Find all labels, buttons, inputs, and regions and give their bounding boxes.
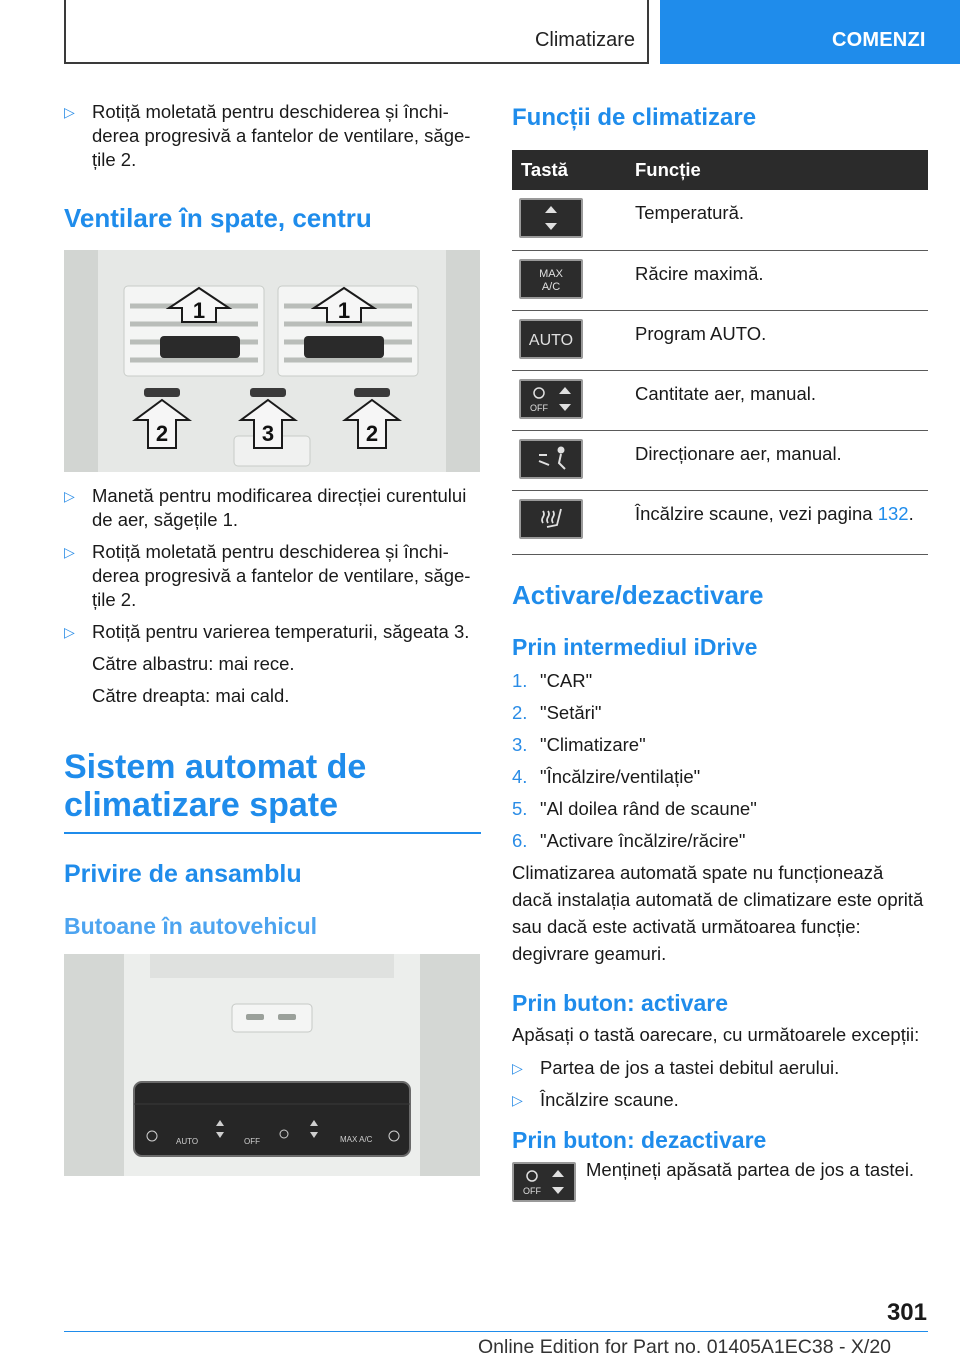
- vent-label: 3: [261, 421, 275, 446]
- fan-off-icon: [519, 379, 583, 419]
- paragraph-deactivate: Mențineți apăsată partea de jos a tastei.: [586, 1158, 915, 1180]
- footer-rule: [64, 1331, 928, 1332]
- bullet-item: ▷ Încălzire scaune.: [512, 1088, 679, 1110]
- page-link-132[interactable]: 132: [877, 502, 909, 524]
- triangle-bullet-icon: ▷: [64, 544, 75, 560]
- bullet-item: ▷ Manetă pentru modificarea direcției curentului de aer, săgețile 1.: [64, 485, 467, 530]
- fan-off-icon: [512, 1162, 576, 1202]
- table-cell-function: Temperatură.: [635, 190, 928, 250]
- list-item: 5. "Al doilea rând de scaune": [512, 797, 757, 819]
- note-warmer: Către dreapta: mai cald.: [92, 685, 290, 706]
- air-direction-icon: [519, 439, 583, 479]
- panel-maxac-label: MAX A/C: [340, 1135, 373, 1144]
- rear-vents-illustration: [64, 250, 480, 472]
- page-number: 301: [886, 1299, 927, 1326]
- table-cell-function: Cantitate aer, manual.: [635, 370, 928, 430]
- list-item: 3. "Climatizare": [512, 733, 646, 755]
- heading-overview: Privire de ansamblu: [64, 860, 302, 888]
- paragraph-activate: Apăsați o tastă oarecare, cu următoarele excepții:: [512, 1023, 920, 1045]
- rear-climate-panel-photo: [64, 954, 480, 1176]
- left-column: [64, 100, 481, 1176]
- table-header-function: Funcție: [635, 150, 928, 190]
- list-item: 4. "Încălzire/ventilație": [512, 765, 701, 787]
- triangle-bullet-icon: ▷: [512, 1091, 523, 1108]
- list-item: 6. "Activare încălzire/răcire": [512, 829, 746, 851]
- triangle-bullet-icon: ▷: [64, 104, 75, 120]
- heading-rear-auto-climate: Sistem automat de climatizare spate: [64, 748, 367, 824]
- svg-text:MAX: MAX: [539, 267, 563, 280]
- heading-rear-center-vents: Ventilare în spate, centru: [64, 203, 372, 233]
- svg-text:OFF: OFF: [523, 1185, 541, 1196]
- vent-label: 1: [192, 298, 206, 323]
- heading-activate-deactivate: Activare/dezactivare: [512, 579, 764, 610]
- table-row: [512, 430, 928, 490]
- table-row: [512, 250, 928, 310]
- table-cell-function: Program AUTO.: [635, 310, 928, 370]
- table-row: [512, 490, 928, 554]
- svg-text:AUTO: AUTO: [528, 331, 574, 349]
- note-colder: Către albastru: mai rece.: [92, 653, 295, 674]
- svg-text:A/C: A/C: [541, 280, 561, 293]
- bullet-item: ▷ Partea de jos a tastei debitul aerului.: [512, 1056, 840, 1078]
- temperature-updown-icon: [519, 198, 583, 238]
- bullet-item: ▷ Rotiță moletată pentru deschiderea și închiderea progresivă a fantelor de ventilare, săgețile 2.: [64, 101, 471, 170]
- seat-heating-icon: [519, 499, 583, 539]
- table-header-key: Tastă: [512, 150, 635, 190]
- triangle-bullet-icon: ▷: [64, 488, 75, 504]
- paragraph-auto-climate: Climatizarea automată spate nu funcționează dacă instalația automată de climatizare este oprită sau dacă este activată următoarea funcție: degivrare geamuri.: [512, 861, 924, 964]
- header-section-box: [64, 0, 649, 64]
- svg-text:OFF: OFF: [530, 402, 548, 413]
- heading-rule: [64, 832, 481, 834]
- triangle-bullet-icon: ▷: [64, 624, 75, 640]
- triangle-bullet-icon: ▷: [512, 1059, 523, 1076]
- bullet-item: ▷ Rotiță moletată pentru deschiderea și închiderea progresivă a fantelor de ventilare, săgețile 2.: [64, 541, 471, 610]
- list-item: 2. "Setări": [512, 701, 602, 723]
- header-section-title: Climatizare: [534, 29, 635, 51]
- heading-vehicle-buttons: Butoane în autovehicul: [64, 913, 318, 939]
- auto-icon: [519, 319, 583, 359]
- heading-via-idrive: Prin intermediul iDrive: [512, 633, 758, 660]
- deactivate-row: [512, 1158, 928, 1202]
- rear-climate-panel-illustration: [64, 954, 480, 1176]
- vent-label: 2: [365, 421, 379, 446]
- rear-vents-photo: [64, 250, 480, 472]
- panel-auto-label: AUTO: [176, 1137, 199, 1146]
- heading-button-activate: Prin buton: activare: [512, 989, 728, 1016]
- bullet-item: ▷ Rotiță pentru varierea temperaturii, săgeata 3.: [64, 621, 470, 642]
- heading-climate-functions: Funcții de climatizare: [512, 104, 757, 131]
- header-tab-label: COMENZI: [832, 29, 926, 51]
- heading-button-deactivate: Prin buton: dezactivare: [512, 1126, 767, 1153]
- vent-label: 2: [155, 421, 169, 446]
- right-column: [512, 100, 928, 1202]
- table-cell-function: Răcire maximă.: [635, 250, 928, 310]
- max-ac-icon: [519, 259, 583, 299]
- functions-table: [512, 150, 928, 555]
- header-tab-comenzi[interactable]: [660, 0, 960, 64]
- table-cell-function: Încălzire scaune, vezi pagina 132.: [635, 490, 928, 554]
- panel-off-label: OFF: [244, 1137, 260, 1146]
- table-header-row: [512, 150, 928, 190]
- table-row: [512, 370, 928, 430]
- list-item: 1. "CAR": [512, 669, 593, 691]
- idrive-steps-list: [512, 665, 928, 857]
- table-row: [512, 310, 928, 370]
- table-row: [512, 190, 928, 250]
- vent-label: 1: [337, 298, 351, 323]
- footer-edition: Online Edition for Part no. 01405A1EC38 - X/20: [478, 1336, 892, 1358]
- table-cell-function: Direcționare aer, manual.: [635, 430, 928, 490]
